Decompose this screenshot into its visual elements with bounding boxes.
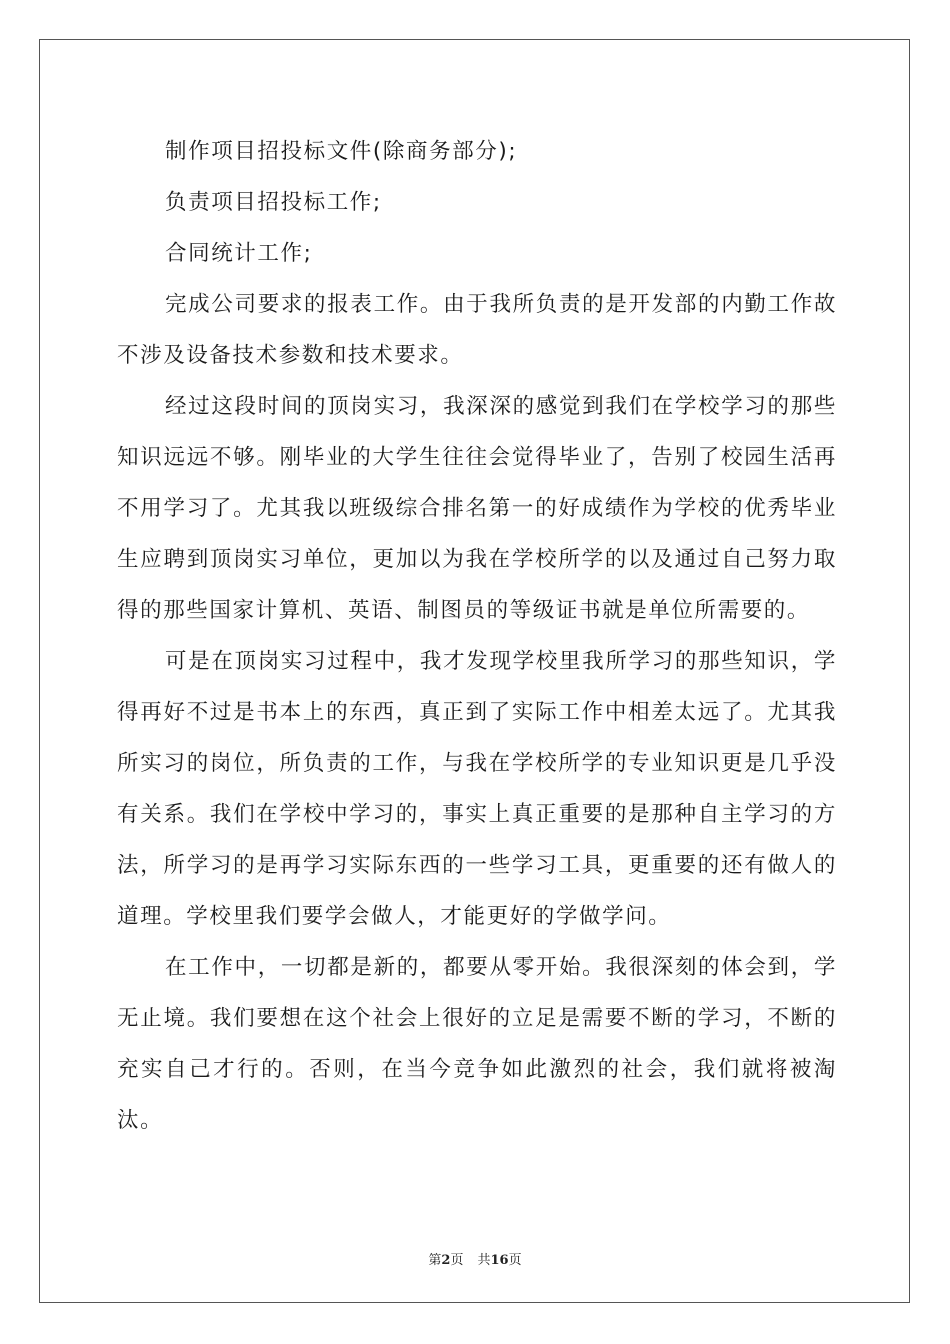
paragraph-2: 负责项目招投标工作;	[165, 190, 382, 215]
paragraph-1: 制作项目招投标文件(除商务部分);	[165, 139, 518, 164]
page-footer	[0, 1249, 950, 1268]
footer-page-suffix: 页	[450, 1253, 464, 1268]
paragraph-6: 可是在顶岗实习过程中，我才发现学校里我所学习的那些知识，学得再好不过是书本上的东西，真正到了实际工作中相差太远了。尤其我所实习的岗位，所负责的工作，与我在学校所学的专业知识更是几乎没有关系。我们在学校中学习的，事实上真正重要的是那种自主学习的方法，所学习的是再学习实际东西的一些学习工具，更重要的还有做人的道理。学校里我们要学会做人，才能更好的学做学问。	[117, 649, 837, 929]
footer-page-prefix: 第	[428, 1253, 442, 1268]
paragraph-3: 合同统计工作;	[165, 241, 313, 266]
paragraph-5: 经过这段时间的顶岗实习，我深深的感觉到我们在学校学习的那些知识远远不够。刚毕业的大学生往往会觉得毕业了，告别了校园生活再不用学习了。尤其我以班级综合排名第一的好成绩作为学校的优秀毕业生应聘到顶岗实习单位，更加以为我在学校所学的以及通过自己努力取得的那些国家计算机、英语、制图员的等级证书就是单位所需要的。	[117, 394, 837, 623]
footer-total-prefix: 共	[477, 1253, 491, 1268]
paragraph-4: 完成公司要求的报表工作。由于我所负责的是开发部的内勤工作故不涉及设备技术参数和技术要求。	[117, 292, 837, 368]
paragraph-7: 在工作中，一切都是新的，都要从零开始。我很深刻的体会到，学无止境。我们要想在这个社会上很好的立足是需要不断的学习，不断的充实自己才行的。否则，在当今竞争如此激烈的社会，我们就将被淘汰。	[117, 955, 837, 1133]
footer-total-pages: 16	[490, 1253, 509, 1268]
footer-total-suffix: 页	[508, 1253, 522, 1268]
footer-page-number: 2	[441, 1253, 451, 1268]
document-body	[117, 126, 837, 1146]
